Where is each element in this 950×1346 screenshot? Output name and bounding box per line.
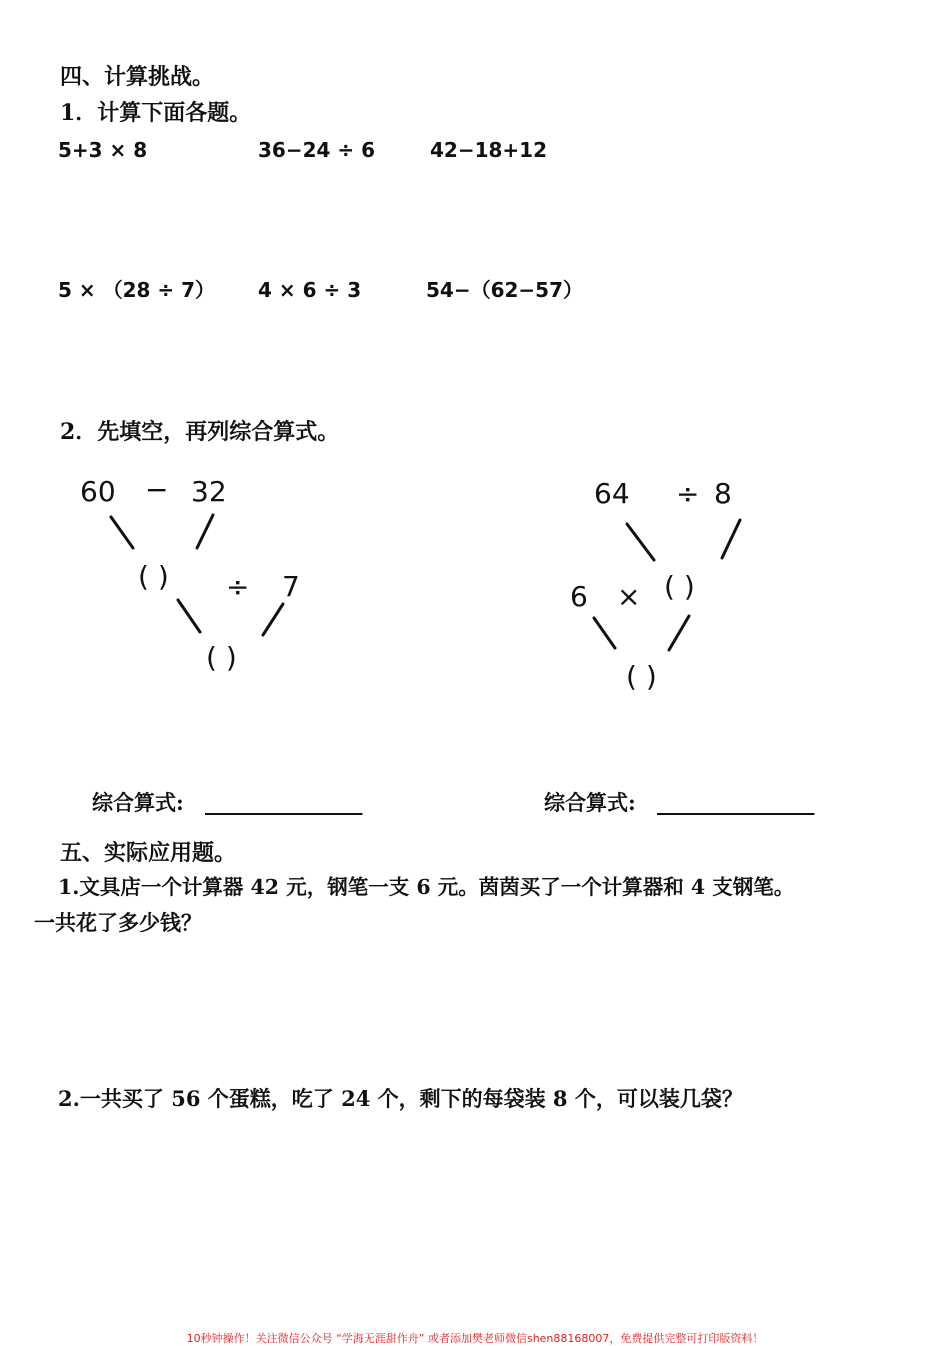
tree1-operand-c: 7 [282, 570, 300, 603]
tree2-operand-a: 64 [594, 477, 630, 510]
formula-label-left: 综合算式: [92, 790, 184, 815]
section-4-title: 四、计算挑战。 [60, 64, 215, 90]
tree2-operator-1: ÷ [676, 477, 700, 510]
problem-2: 2.一共买了 56 个蛋糕，吃了 24 个，剩下的每袋装 8 个，可以装几袋？ [58, 1086, 743, 1111]
formula-blank-left[interactable]: _______________ [205, 790, 363, 815]
tree1-line-left-upper [111, 517, 133, 548]
tree1-blank-1[interactable]: ( ) [138, 560, 169, 593]
footer-notice: 10秒钟操作！关注微信公众号 “学海无涯甜作舟” 或者添加樊老师微信shen88168007，免费提供完整可打印版资料！ [186, 1332, 764, 1345]
section-5-title: 五、实际应用题。 [60, 840, 237, 866]
expression-1: 5+3 × 8 [58, 138, 148, 162]
question-1-label: 1．计算下面各题。 [60, 100, 252, 126]
tree2-line-right-lower [669, 616, 689, 650]
tree1-line-left-lower [178, 600, 200, 632]
tree2-line-left-lower [594, 618, 615, 648]
problem-1-line-1: 1.文具店一个计算器 42 元，钢笔一支 6 元。茵茵买了一个计算器和 4 支钢笔。 [58, 875, 795, 899]
tree2-operator-2: × [617, 580, 641, 613]
tree2-line-right-upper [722, 520, 740, 558]
expression-3: 42−18+12 [430, 138, 548, 162]
tree1-line-right-upper [197, 515, 213, 548]
expression-2: 36−24 ÷ 6 [258, 138, 376, 162]
tree1-line-right-lower [263, 604, 283, 635]
tree1-operator-1: − [145, 473, 169, 506]
tree2-blank-1[interactable]: ( ) [664, 570, 695, 603]
tree2-blank-2[interactable]: ( ) [626, 660, 657, 693]
tree1-operand-a: 60 [80, 475, 116, 508]
tree1-blank-2[interactable]: ( ) [206, 641, 237, 674]
question-2-label: 2．先填空，再列综合算式。 [60, 419, 340, 445]
expression-5: 4 × 6 ÷ 3 [258, 278, 362, 302]
tree2-operand-c: 6 [570, 580, 588, 613]
expression-4: 5 × （28 ÷ 7） [58, 278, 216, 302]
tree2-line-left-upper [627, 524, 654, 560]
tree2-operand-b: 8 [714, 477, 732, 510]
expression-6: 54−（62−57） [426, 278, 584, 302]
formula-label-right: 综合算式: [544, 790, 636, 815]
tree1-operator-2: ÷ [226, 570, 250, 603]
tree1-operand-b: 32 [191, 475, 227, 508]
formula-blank-right[interactable]: _______________ [657, 790, 815, 815]
problem-1-line-2: 一共花了多少钱？ [34, 910, 202, 935]
